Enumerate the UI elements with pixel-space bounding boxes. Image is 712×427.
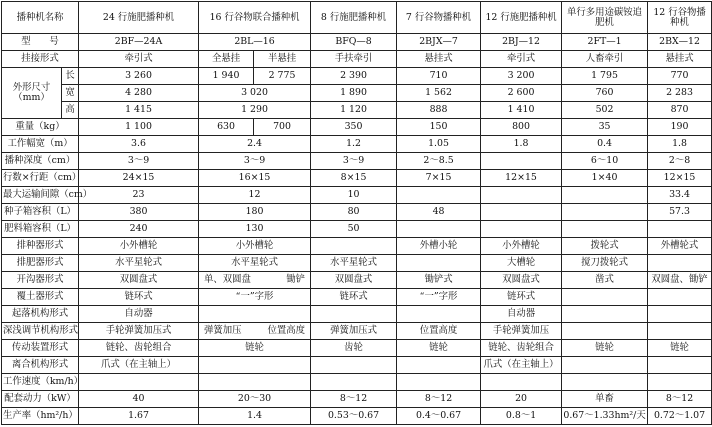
table-cell: 小外槽轮 [199, 238, 311, 255]
table-cell [397, 187, 481, 204]
table-cell: 888 [397, 102, 481, 119]
table-cell: 1.05 [397, 136, 481, 153]
table-cell: 710 [397, 68, 481, 85]
table-cell [562, 374, 648, 391]
table-row [2, 34, 712, 51]
table-cell: 12×15 [481, 170, 562, 187]
row-label: 排种器形式 [2, 238, 79, 255]
table-cell: 800 [481, 119, 562, 136]
table-cell: 150 [397, 119, 481, 136]
table-cell: 链环式 [79, 289, 199, 306]
table-cell: 爪式（在主轴上） [481, 357, 562, 374]
table-cell [397, 255, 481, 272]
cell-part: 弹簧加压 [204, 325, 242, 337]
table-cell [562, 289, 648, 306]
table-cell: 1.67 [79, 408, 199, 425]
table-cell: 手轮弹簧加压式 [79, 323, 199, 340]
table-cell: 2 390 [311, 68, 397, 85]
table-cell: 630 [199, 119, 254, 136]
table-row [2, 323, 712, 340]
table-cell [199, 306, 311, 323]
table-cell: 40 [79, 391, 199, 408]
table-cell [562, 323, 648, 340]
table-cell: 链环式 [311, 289, 397, 306]
table-cell: 0.53～0.67 [311, 408, 397, 425]
table-cell: 链轮、齿轮组合 [79, 340, 199, 357]
table-cell [397, 357, 481, 374]
row-label: 深浅调节机构形式 [2, 323, 79, 340]
table-cell: 搅刀拨轮式 [562, 255, 648, 272]
machine-header: 单行多用途碳铵追肥机 [562, 2, 648, 34]
table-cell: 24×15 [79, 170, 199, 187]
table-cell: 8～12 [397, 391, 481, 408]
table-cell: 双圆盘式 [311, 272, 397, 289]
table-cell: 350 [311, 119, 397, 136]
table-cell: 130 [199, 221, 311, 238]
table-row [2, 51, 712, 68]
table-cell: 3.6 [79, 136, 199, 153]
table-cell [562, 357, 648, 374]
table-cell [397, 306, 481, 323]
table-cell: 870 [648, 102, 712, 119]
table-cell: 自动器 [79, 306, 199, 323]
table-cell: 弹簧加压式 [311, 323, 397, 340]
table-cell: 3 020 [199, 85, 311, 102]
table-row [2, 221, 712, 238]
table-cell: 0.8～1 [481, 408, 562, 425]
sub-label: 高 [62, 102, 79, 119]
table-cell: 1.8 [648, 136, 712, 153]
row-label: 最大运输间隙（cm） [2, 187, 79, 204]
table-cell: 链轮 [397, 340, 481, 357]
table-cell: 4 280 [79, 85, 199, 102]
table-cell [311, 374, 397, 391]
table-row [2, 119, 712, 136]
table-cell [562, 187, 648, 204]
table-cell: 小外槽轮 [79, 238, 199, 255]
table-cell: 凿式 [562, 272, 648, 289]
table-cell: 0.67～1.33hm²/天 [562, 408, 648, 425]
table-cell: 拨轮式 [562, 238, 648, 255]
table-cell: “一”字形 [199, 289, 311, 306]
table-cell: 2BJ—12 [481, 34, 562, 51]
table-cell: 双圆盘式 [79, 272, 199, 289]
table-cell: 2～8 [648, 153, 712, 170]
table-cell: 链轮 [199, 340, 311, 357]
table-cell [648, 357, 712, 374]
table-cell: 770 [648, 68, 712, 85]
table-cell [648, 221, 712, 238]
table-cell: 7×15 [397, 170, 481, 187]
sub-label: 长 [62, 68, 79, 85]
table-cell: 180 [199, 204, 311, 221]
table-cell: 700 [254, 119, 311, 136]
table-cell: 1 890 [311, 85, 397, 102]
table-cell: 2 600 [481, 85, 562, 102]
table-cell: 2.4 [199, 136, 311, 153]
table-cell: 502 [562, 102, 648, 119]
table-cell: 全悬挂 [199, 51, 254, 68]
table-cell [199, 323, 311, 340]
table-row [2, 306, 712, 323]
table-cell: 1 120 [311, 102, 397, 119]
table-cell: 2 775 [254, 68, 311, 85]
table-cell: 0.72～1.07 [648, 408, 712, 425]
machine-header: 7 行谷物播种机 [397, 2, 481, 34]
table-cell: 12×15 [648, 170, 712, 187]
table-cell: 2 283 [648, 85, 712, 102]
table-cell: 3～9 [199, 153, 311, 170]
table-cell: 小外槽轮 [481, 238, 562, 255]
table-cell: 链轮 [562, 340, 648, 357]
table-cell: 2～8.5 [397, 153, 481, 170]
table-cell: 2BX—12 [648, 34, 712, 51]
table-cell: 760 [562, 85, 648, 102]
table-cell: 380 [79, 204, 199, 221]
row-label: 开沟器形式 [2, 272, 79, 289]
table-cell: 6～10 [562, 153, 648, 170]
table-cell: 牵引式 [481, 51, 562, 68]
table-cell: 锄铲式 [397, 272, 481, 289]
table-cell: 48 [397, 204, 481, 221]
row-label: 外形尺寸（mm） [2, 68, 62, 119]
table-cell: 2BF—24A [79, 34, 199, 51]
table-cell: 1.8 [481, 136, 562, 153]
table-cell: 240 [79, 221, 199, 238]
table-row [2, 340, 712, 357]
table-cell: 单畜 [562, 391, 648, 408]
table-cell: 齿轮 [311, 340, 397, 357]
row-label: 生产率（hm²/h） [2, 408, 79, 425]
table-cell: 0.4～0.67 [397, 408, 481, 425]
table-cell: 20 [481, 391, 562, 408]
table-cell: 牵引式 [79, 51, 199, 68]
table-cell [481, 187, 562, 204]
table-cell: 悬挂式 [648, 51, 712, 68]
row-label: 覆土器形式 [2, 289, 79, 306]
table-cell: 水平星轮式 [311, 255, 397, 272]
table-cell: 1.4 [199, 408, 311, 425]
table-cell: 33.4 [648, 187, 712, 204]
row-label: 行数×行距（cm） [2, 170, 79, 187]
table-row [2, 289, 712, 306]
table-cell [311, 306, 397, 323]
table-cell: 8×15 [311, 170, 397, 187]
table-cell: 自动器 [481, 306, 562, 323]
table-row [2, 68, 712, 85]
table-cell: 位置高度 [397, 323, 481, 340]
table-cell [311, 238, 397, 255]
table-cell: “一”字形 [397, 289, 481, 306]
row-label: 工作幅宽（m） [2, 136, 79, 153]
table-cell: 悬挂式 [397, 51, 481, 68]
table-cell [397, 374, 481, 391]
table-cell: 人畜牵引 [562, 51, 648, 68]
table-row [2, 136, 712, 153]
row-label: 排肥器形式 [2, 255, 79, 272]
table-cell: 链环式 [481, 289, 562, 306]
table-cell [79, 374, 199, 391]
table-cell: 190 [648, 119, 712, 136]
row-label: 起落机构形式 [2, 306, 79, 323]
table-cell: 2BL—16 [199, 34, 311, 51]
table-cell [562, 204, 648, 221]
table-cell: 1.2 [311, 136, 397, 153]
table-row [2, 102, 712, 119]
table-cell [481, 221, 562, 238]
row-label: 配套动力（kW） [2, 391, 79, 408]
table-cell: 20～30 [199, 391, 311, 408]
table-row [2, 238, 712, 255]
table-cell: 50 [311, 221, 397, 238]
machine-header: 24 行施肥播种机 [79, 2, 199, 34]
table-cell [397, 221, 481, 238]
table-cell: 手扶牵引 [311, 51, 397, 68]
table-cell: 35 [562, 119, 648, 136]
row-label: 挂接形式 [2, 51, 79, 68]
row-label: 离合机构形式 [2, 357, 79, 374]
table-cell: 1×40 [562, 170, 648, 187]
table-row [2, 170, 712, 187]
machine-header: 12 行谷物播种机 [648, 2, 712, 34]
table-cell: 1 940 [199, 68, 254, 85]
row-label: 种子箱容积（L） [2, 204, 79, 221]
table-cell: 外槽小轮 [397, 238, 481, 255]
table-cell [648, 323, 712, 340]
table-cell: 3～9 [311, 153, 397, 170]
table-cell: 8～12 [648, 391, 712, 408]
table-cell: 8～12 [311, 391, 397, 408]
table-cell: 10 [311, 187, 397, 204]
table-cell [648, 255, 712, 272]
table-cell [199, 374, 311, 391]
table-cell: 双圆盘、锄铲 [648, 272, 712, 289]
table-cell: 链轮 [648, 340, 712, 357]
table-cell: 大槽轮 [481, 255, 562, 272]
table-cell [199, 272, 311, 289]
table-cell [648, 374, 712, 391]
table-cell: 1 290 [199, 102, 311, 119]
table-cell [562, 306, 648, 323]
seeder-spec-table [1, 1, 712, 425]
table-cell: 链轮、齿轮组合 [481, 340, 562, 357]
table-row [2, 187, 712, 204]
table-cell [199, 357, 311, 374]
table-cell: 水平星轮式 [199, 255, 311, 272]
table-cell: 1 795 [562, 68, 648, 85]
table-cell [481, 204, 562, 221]
table-cell: 12 [199, 187, 311, 204]
table-cell [311, 357, 397, 374]
sub-label: 宽 [62, 85, 79, 102]
table-cell: 外槽轮式 [648, 238, 712, 255]
header-row [2, 2, 712, 34]
machine-header: 16 行谷物联合播种机 [199, 2, 311, 34]
row-label: 肥料箱容积（L） [2, 221, 79, 238]
table-cell: 双圆盘式 [481, 272, 562, 289]
table-cell [562, 221, 648, 238]
table-cell: 3～9 [79, 153, 199, 170]
table-cell [648, 289, 712, 306]
machine-header: 12 行施肥播种机 [481, 2, 562, 34]
row-label: 重量（kg） [2, 119, 79, 136]
table-cell: 2FT—1 [562, 34, 648, 51]
table-row [2, 153, 712, 170]
table-row [2, 391, 712, 408]
table-cell: 手轮弹簧加压 [481, 323, 562, 340]
table-cell: 57.3 [648, 204, 712, 221]
table-cell: 1 410 [481, 102, 562, 119]
table-cell: 半悬挂 [254, 51, 311, 68]
table-row [2, 357, 712, 374]
table-row [2, 272, 712, 289]
table-cell: 16×15 [199, 170, 311, 187]
row-label: 播种深度（cm） [2, 153, 79, 170]
table-row [2, 408, 712, 425]
table-row [2, 204, 712, 221]
table-cell [648, 306, 712, 323]
row-label: 工作速度（km/h） [2, 374, 79, 391]
row-label: 型 号 [2, 34, 79, 51]
table-cell: BFQ—8 [311, 34, 397, 51]
table-row [2, 85, 712, 102]
table-cell: 1 562 [397, 85, 481, 102]
row-label: 传动装置形式 [2, 340, 79, 357]
header-name-cell: 播种机名称 [2, 2, 79, 34]
cell-part: 锄铲 [286, 274, 306, 286]
table-cell: 水平星轮式 [79, 255, 199, 272]
table-cell: 1 100 [79, 119, 199, 136]
table-cell [481, 374, 562, 391]
table-row [2, 255, 712, 272]
cell-part: 位置高度 [267, 325, 306, 337]
table-cell: 爪式（在主轴上） [79, 357, 199, 374]
table-row [2, 374, 712, 391]
table-cell: 3 200 [481, 68, 562, 85]
table-cell: 3 260 [79, 68, 199, 85]
table-cell [481, 153, 562, 170]
table-cell: 0.4 [562, 136, 648, 153]
table-cell: 80 [311, 204, 397, 221]
machine-header: 8 行施肥播种机 [311, 2, 397, 34]
table-cell: 1 415 [79, 102, 199, 119]
table-cell: 2BJX—7 [397, 34, 481, 51]
cell-part: 单、双圆盘 [204, 274, 251, 286]
table-cell: 23 [79, 187, 199, 204]
